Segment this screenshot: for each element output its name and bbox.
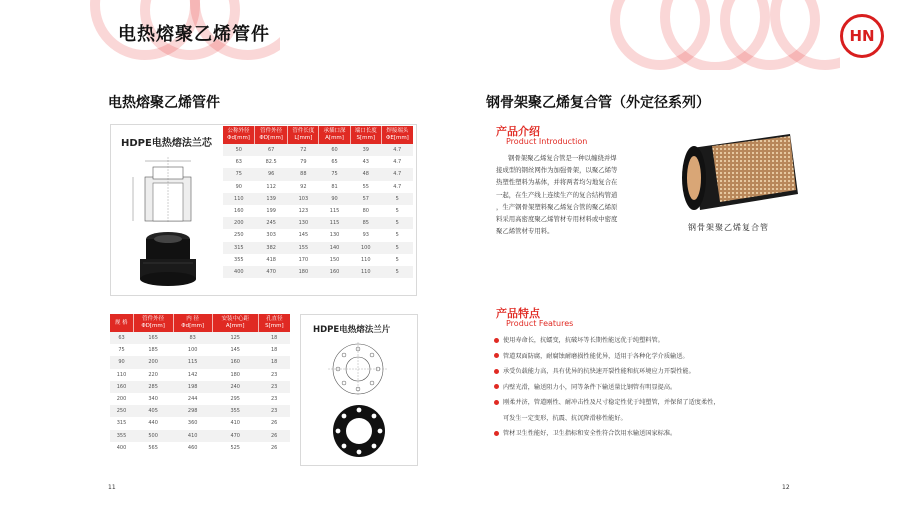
table-cell: 460: [173, 442, 212, 454]
composite-pipe-photo: [672, 128, 800, 218]
table-cell: 103: [288, 193, 319, 205]
right-section-title: 钢骨架聚乙烯复合管（外定径系列）: [486, 95, 710, 111]
table-cell: 355: [212, 405, 258, 417]
table-cell: 5: [381, 217, 413, 229]
bullet-dot-icon: [494, 369, 499, 374]
table-cell: 90: [319, 193, 350, 205]
col-center-distance: 安装中心距 A[mm]: [212, 314, 258, 332]
table-cell: 250: [110, 405, 133, 417]
feature-text: 内壁光滑，输送阻力小，同等条件下输送量比钢管有明显提高。: [503, 383, 677, 391]
table-cell: 5: [381, 266, 413, 278]
table-cell: 75: [110, 344, 133, 356]
table-cell: 160: [212, 356, 258, 368]
table-row: [110, 393, 290, 405]
intro-line: 一起，在生产线上连续生产的复合结构管道: [496, 190, 618, 199]
table-cell: 400: [223, 266, 255, 278]
table-cell: 400: [110, 442, 133, 454]
table-cell: 500: [133, 430, 173, 442]
table-cell: 72: [288, 144, 319, 156]
table-cell: 18: [258, 356, 290, 368]
features-title: 产品特点: [496, 307, 540, 320]
feature-item: [494, 395, 720, 411]
table-cell: 85: [350, 217, 381, 229]
left-section-title: 电热熔聚乙烯管件: [108, 95, 220, 111]
table-cell: 410: [212, 417, 258, 429]
table-header-row: [223, 126, 413, 144]
table-cell: 110: [350, 266, 381, 278]
flange-plate-panel: [300, 314, 418, 466]
table-cell: 470: [212, 430, 258, 442]
table-cell: 100: [173, 344, 212, 356]
table-cell: 470: [255, 266, 288, 278]
table-cell: 405: [133, 405, 173, 417]
col-port-length: 端口长度 S[mm]: [350, 126, 381, 144]
table-cell: 4.7: [381, 168, 413, 180]
bullet-dot-icon: [494, 353, 499, 358]
table-cell: 90: [110, 356, 133, 368]
table-row: [223, 144, 413, 156]
table-header-row: [110, 314, 290, 332]
table-cell: 125: [212, 332, 258, 344]
table-cell: 382: [255, 242, 288, 254]
table-cell: 240: [212, 381, 258, 393]
table-cell: 340: [133, 393, 173, 405]
table-cell: 26: [258, 430, 290, 442]
table-row: [223, 205, 413, 217]
intro-line: 热塑性塑料为基体，并将两者均匀地复合在: [496, 178, 618, 187]
table-cell: 60: [319, 144, 350, 156]
flange-plate-drawing: [323, 341, 393, 397]
table-cell: 130: [319, 229, 350, 241]
col-hole-diameter: 孔直径 S[mm]: [258, 314, 290, 332]
table-cell: 115: [319, 217, 350, 229]
feature-text: 刚柔并济，管道刚性、耐冲击性及尺寸稳定性优于纯塑管，并保留了适度柔性，: [503, 399, 720, 406]
col-socket-depth: 承插口深 A[mm]: [319, 126, 350, 144]
table-cell: 80: [350, 205, 381, 217]
table-cell: 65: [319, 156, 350, 168]
table-cell: 23: [258, 393, 290, 405]
flange-plate-label: HDPE电热熔法兰片: [313, 325, 391, 335]
features-list: [494, 333, 720, 442]
table-cell: 48: [350, 168, 381, 180]
table-cell: 26: [258, 442, 290, 454]
flange-plate-table-wrap: [110, 314, 290, 454]
table-cell: 23: [258, 381, 290, 393]
feature-item: [494, 333, 720, 349]
flange-plate-photo: [327, 403, 391, 459]
table-row: [110, 442, 290, 454]
table-cell: 244: [173, 393, 212, 405]
pipe-caption: 钢骨架聚乙烯复合管: [688, 223, 769, 232]
table-row: [223, 254, 413, 266]
table-cell: 360: [173, 417, 212, 429]
table-cell: 83: [173, 332, 212, 344]
table-cell: 93: [350, 229, 381, 241]
table-cell: 50: [223, 144, 255, 156]
table-cell: 5: [381, 229, 413, 241]
feature-text: 承受负载能力高，具有优异的抗快速开裂性能和抗环境应力开裂性能。: [503, 368, 695, 375]
table-cell: 63: [110, 332, 133, 344]
table-row: [223, 168, 413, 180]
col-nominal-od: 公称外径 Φd[mm]: [223, 126, 255, 144]
table-cell: 160: [223, 205, 255, 217]
table-cell: 295: [212, 393, 258, 405]
table-cell: 110: [350, 254, 381, 266]
flange-core-panel: [110, 124, 417, 296]
table-cell: 303: [255, 229, 288, 241]
table-cell: 81: [319, 181, 350, 193]
table-row: [223, 181, 413, 193]
flange-plate-table: [110, 314, 290, 454]
feature-item: [494, 349, 720, 365]
flange-core-photo: [133, 229, 203, 289]
col-outer-diameter: 管件外径 ΦD[mm]: [133, 314, 173, 332]
feature-text: 管道双面防腐，耐腐蚀耐磨损性能优异，适用于各种化学介质输送。: [503, 352, 689, 360]
table-cell: 5: [381, 193, 413, 205]
table-cell: 150: [319, 254, 350, 266]
table-cell: 4.7: [381, 181, 413, 193]
col-inner-diameter: 内 径 Φd[mm]: [173, 314, 212, 332]
table-cell: 55: [350, 181, 381, 193]
feature-item: [494, 426, 720, 442]
intro-line: 接成型的钢丝网作为加强骨架，以聚乙烯等: [496, 166, 618, 175]
table-cell: 23: [258, 405, 290, 417]
table-cell: 75: [223, 168, 255, 180]
table-cell: 23: [258, 369, 290, 381]
table-cell: 418: [255, 254, 288, 266]
table-cell: 180: [288, 266, 319, 278]
table-cell: 185: [133, 344, 173, 356]
table-cell: 100: [350, 242, 381, 254]
table-cell: 200: [223, 217, 255, 229]
table-cell: 18: [258, 332, 290, 344]
table-cell: 199: [255, 205, 288, 217]
col-fitting-length: 管件长度 L[mm]: [288, 126, 319, 144]
intro-line: 料采用高密度聚乙烯管材专用材料或中密度: [496, 215, 618, 224]
table-cell: 155: [288, 242, 319, 254]
table-cell: 112: [255, 181, 288, 193]
flange-core-drawing: [123, 153, 213, 225]
table-cell: 115: [319, 205, 350, 217]
table-cell: 200: [110, 393, 133, 405]
table-cell: 43: [350, 156, 381, 168]
col-terminal: 焊接端头 ΦE[mm]: [381, 126, 413, 144]
table-cell: 170: [288, 254, 319, 266]
table-cell: 160: [110, 381, 133, 393]
table-cell: 145: [212, 344, 258, 356]
table-row: [223, 156, 413, 168]
feature-item: [494, 411, 720, 427]
table-cell: 88: [288, 168, 319, 180]
table-row: [223, 229, 413, 241]
table-cell: 285: [133, 381, 173, 393]
table-cell: 5: [381, 242, 413, 254]
table-row: [110, 417, 290, 429]
intro-line: ，生产钢骨架塑料聚乙烯复合管的聚乙烯原: [496, 202, 618, 211]
intro-paragraph: [496, 152, 676, 237]
table-cell: 123: [288, 205, 319, 217]
table-cell: 298: [173, 405, 212, 417]
table-cell: 110: [110, 369, 133, 381]
table-row: [223, 193, 413, 205]
table-row: [110, 344, 290, 356]
table-cell: 198: [173, 381, 212, 393]
table-cell: 355: [223, 254, 255, 266]
table-cell: 5: [381, 205, 413, 217]
features-title-en: Product Features: [506, 319, 574, 328]
table-row: [223, 217, 413, 229]
table-cell: 315: [110, 417, 133, 429]
table-cell: 4.7: [381, 156, 413, 168]
table-cell: 82.5: [255, 156, 288, 168]
table-cell: 130: [288, 217, 319, 229]
table-cell: 67: [255, 144, 288, 156]
table-cell: 250: [223, 229, 255, 241]
feature-text: 管材卫生性能好，卫生指标和安全性符合饮用水输送国家标准。: [503, 430, 677, 437]
table-cell: 140: [319, 242, 350, 254]
table-cell: 63: [223, 156, 255, 168]
table-row: [110, 430, 290, 442]
table-cell: 410: [173, 430, 212, 442]
table-cell: 525: [212, 442, 258, 454]
logo-text: HN: [849, 27, 875, 45]
col-spec: 规 格: [110, 314, 133, 332]
right-page-number: 12: [782, 484, 790, 491]
table-cell: 139: [255, 193, 288, 205]
feature-item: [494, 380, 720, 396]
bullet-dot-icon: [494, 431, 499, 436]
table-cell: 75: [319, 168, 350, 180]
feature-item: [494, 364, 720, 380]
table-cell: 245: [255, 217, 288, 229]
intro-line: 钢骨架聚乙烯复合管是一种以缠绕并焊: [508, 154, 617, 162]
table-cell: 160: [319, 266, 350, 278]
table-cell: 355: [110, 430, 133, 442]
table-cell: 90: [223, 181, 255, 193]
flange-core-label: HDPE电热熔法兰芯: [121, 138, 212, 149]
company-logo: [840, 14, 884, 58]
table-cell: 115: [173, 356, 212, 368]
table-row: [223, 266, 413, 278]
table-cell: 26: [258, 417, 290, 429]
table-cell: 5: [381, 254, 413, 266]
table-row: [110, 381, 290, 393]
table-cell: 315: [223, 242, 255, 254]
feature-text: 可发生一定变形，抗震、抗沉降滑移性能好。: [503, 414, 627, 422]
table-row: [110, 405, 290, 417]
table-cell: 4.7: [381, 144, 413, 156]
table-row: [110, 356, 290, 368]
table-cell: 39: [350, 144, 381, 156]
table-cell: 180: [212, 369, 258, 381]
table-cell: 165: [133, 332, 173, 344]
intro-line: 聚乙烯管材专用料。: [496, 227, 554, 236]
table-cell: 18: [258, 344, 290, 356]
table-cell: 57: [350, 193, 381, 205]
bullet-dot-icon: [494, 384, 499, 389]
bullet-dot-icon: [494, 338, 499, 343]
table-cell: 200: [133, 356, 173, 368]
intro-title: 产品介绍: [496, 125, 540, 138]
feature-text: 使用寿命长，抗蠕变，抗破坏等长期性能远优于纯塑料管。: [503, 337, 664, 344]
header-decoration-right: [610, 0, 840, 70]
table-row: [110, 369, 290, 381]
bullet-dot-icon: [494, 400, 499, 405]
table-cell: 565: [133, 442, 173, 454]
table-cell: 440: [133, 417, 173, 429]
flange-core-table: [223, 126, 413, 278]
table-cell: 142: [173, 369, 212, 381]
intro-title-en: Product Introduction: [506, 137, 588, 146]
table-row: [223, 242, 413, 254]
left-page-number: 11: [108, 484, 116, 491]
table-cell: 92: [288, 181, 319, 193]
table-cell: 220: [133, 369, 173, 381]
col-fitting-od: 管件外径 ΦD[mm]: [255, 126, 288, 144]
table-cell: 79: [288, 156, 319, 168]
table-row: [110, 332, 290, 344]
table-cell: 145: [288, 229, 319, 241]
header-title: 电热熔聚乙烯管件: [118, 24, 270, 45]
table-cell: 96: [255, 168, 288, 180]
table-cell: 110: [223, 193, 255, 205]
